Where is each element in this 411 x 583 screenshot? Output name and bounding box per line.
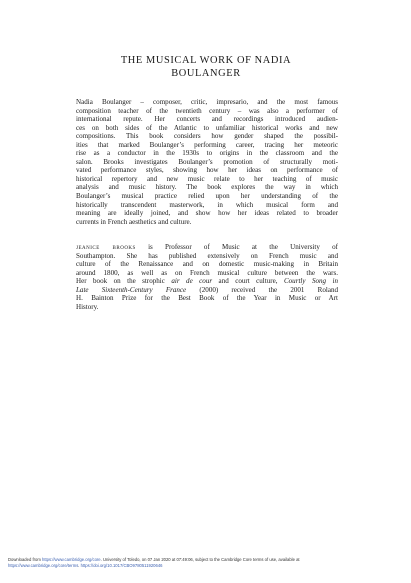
cambridge-core-link[interactable]: https://www.cambridge.org/core bbox=[41, 557, 101, 562]
author-bio-line bbox=[76, 277, 338, 286]
download-footer bbox=[8, 557, 404, 568]
blurb-line: composition teacher of the twentieth century – was also a performer of bbox=[76, 106, 338, 115]
blurb-line: analysis and music history. The book explores the way in which bbox=[76, 183, 338, 192]
book-reference-title: Late Sixteenth-Century France bbox=[76, 285, 187, 294]
blurb-line: salon. Brooks investigates Boulanger’s promotion of structurally moti- bbox=[76, 157, 338, 166]
author-bio-line bbox=[76, 243, 338, 252]
footer-text: . University of Toledo, on 07 Jan 2020 at 07:49:06, subject to the Cambridge Core terms of use, available at bbox=[100, 557, 300, 562]
author-bio-line: Southampton. She has published extensively on French music and bbox=[76, 251, 338, 260]
book-reference-title: air de cour bbox=[171, 277, 213, 286]
blurb-line: historically transcendent masterwork, in which musical form and bbox=[76, 200, 338, 209]
blurb-line: vated performance styles, showing how her ideas on performance of bbox=[76, 166, 338, 175]
author-bio bbox=[76, 243, 338, 311]
book-title-line-2: BOULANGER bbox=[171, 68, 241, 79]
doi-link[interactable]: https://doi.org/10.1017/CBO9780511920646 bbox=[80, 562, 163, 568]
footer-text: Downloaded from bbox=[8, 557, 42, 562]
blurb-line: currents in French aesthetics and culture. bbox=[76, 217, 192, 226]
blurb-line: Nadia Boulanger – composer, critic, impresario, and the most famous bbox=[76, 98, 338, 106]
blurb-line: historical repertory and new music relate to her teaching of music bbox=[76, 174, 338, 183]
author-bio-line: History. bbox=[76, 302, 99, 311]
book-reference-title: Courtly Song in bbox=[283, 277, 338, 286]
author-bio-line: H. Bainton Prize for the Best Book of the Year in Music or Art bbox=[76, 294, 338, 303]
blurb-line: rise as a conductor in the 1930s to origins in the classroom and the bbox=[76, 149, 338, 158]
terms-link[interactable]: https://www.cambridge.org/core/terms bbox=[8, 562, 79, 568]
book-blurb bbox=[76, 98, 338, 226]
book-title bbox=[56, 54, 356, 80]
author-bio-line: culture of the Renaissance and on domestic music-making in Britain bbox=[76, 260, 338, 269]
blurb-line: ities that marked Boulanger’s performing career, tracing her meteoric bbox=[76, 140, 338, 149]
blurb-line: compositions. This book considers how gender shaped the possibil- bbox=[76, 132, 338, 141]
blurb-line: international repute. Her concerts and recordings introduced audien- bbox=[76, 115, 338, 124]
footer-separator: . bbox=[78, 562, 81, 568]
author-bio-line bbox=[76, 286, 338, 295]
author-bio-text: Her book on the strophic bbox=[76, 277, 172, 286]
blurb-line: meaning are ideally joined, and show how her ideas related to broader bbox=[76, 209, 338, 218]
author-bio-text: (2000) received the 2001 Roland bbox=[186, 285, 338, 294]
book-title-line-1: THE MUSICAL WORK OF NADIA bbox=[120, 55, 292, 66]
blurb-line: ces on both sides of the Atlantic to unfamiliar historical works and new bbox=[76, 123, 338, 132]
blurb-line: Boulanger’s musical practice relied upon her understanding of the bbox=[76, 192, 338, 201]
author-name: jeanice brooks bbox=[76, 243, 136, 251]
author-bio-text: is Professor of Music at the University of bbox=[135, 243, 339, 251]
author-bio-text: and court culture, bbox=[212, 277, 284, 286]
author-bio-line: around 1800, as well as on French musical culture between the wars. bbox=[76, 268, 338, 277]
